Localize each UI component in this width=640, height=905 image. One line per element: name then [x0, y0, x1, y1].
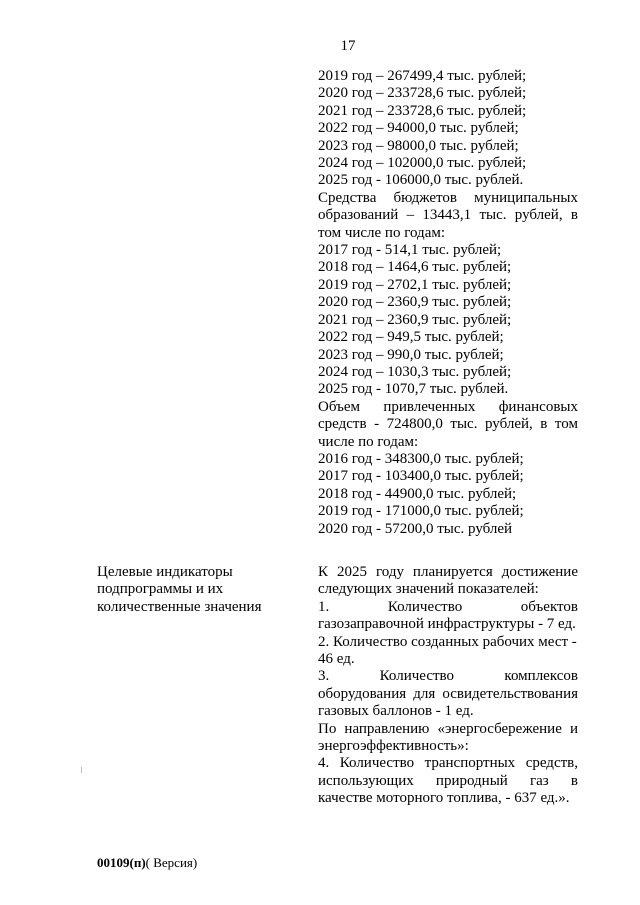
target-line: 3. Количество комплексов [318, 668, 578, 685]
text-line: 2020 год – 233728,6 тыс. рублей; [318, 85, 527, 102]
text-line: 2021 год – 2360,9 тыс. рублей; [318, 311, 512, 328]
text-line: 2025 год - 1070,7 тыс. рублей. [318, 381, 509, 398]
municipal-lines [318, 242, 578, 399]
funding-text-block [318, 68, 578, 538]
target-line: использующих природный газ в [318, 772, 578, 789]
text-line: 2023 год – 98000,0 тыс. рублей; [318, 137, 519, 154]
target-line: 1. Количество объектов [318, 598, 578, 615]
text-line: 2022 год – 949,5 тыс. рублей; [318, 329, 504, 346]
text-line: 2019 год – 267499,4 тыс. рублей; [318, 68, 527, 84]
target-line: 4. Количество транспортных средств, [318, 755, 578, 772]
text-line: 2017 год - 514,1 тыс. рублей; [318, 242, 502, 259]
target-line: 46 ед. [318, 651, 355, 668]
text-line: 2024 год – 102000,0 тыс. рублей; [318, 155, 527, 172]
text-line: том числе по годам: [318, 224, 446, 241]
text-line: 2020 год - 57200,0 тыс. рублей [318, 520, 513, 537]
target-line: следующих значений показателей: [318, 581, 539, 598]
text-line: Целевые индикаторы [97, 564, 233, 580]
text-line: 2018 год – 1464,6 тыс. рублей; [318, 259, 512, 276]
footer [97, 855, 197, 871]
target-line: К 2025 году планируется достижение [318, 564, 578, 580]
text-line: количественные значения [97, 598, 262, 615]
text-line: 2018 год - 44900,0 тыс. рублей; [318, 485, 517, 502]
attracted-intro [318, 399, 578, 451]
text-line: 2019 год – 2702,1 тыс. рублей; [318, 276, 512, 293]
text-line: подпрограммы и их [97, 581, 224, 598]
text-line: 2020 год – 2360,9 тыс. рублей; [318, 294, 512, 311]
targets-label [97, 564, 287, 616]
municipal-intro [318, 190, 578, 242]
target-line: качестве моторного топлива, - 637 ед.». [318, 790, 570, 807]
text-line: 2016 год - 348300,0 тыс. рублей; [318, 450, 524, 467]
page-number: 17 [340, 38, 356, 54]
footer-doc-id: 00109(п) [97, 855, 146, 870]
target-line: 2. Количество созданных рабочих мест - [318, 633, 577, 650]
footer-version: ( Версия) [145, 855, 198, 870]
text-line: Средства бюджетов муниципальных [318, 189, 578, 206]
text-line: средств - 724800,0 тыс. рублей, в том [318, 416, 578, 433]
funding-top-lines [318, 68, 578, 190]
targets-text-block [318, 564, 578, 808]
text-line: 2019 год - 171000,0 тыс. рублей; [318, 503, 524, 520]
text-line: образований – 13443,1 тыс. рублей, в [318, 207, 578, 224]
target-line: энергоэффективность»: [318, 738, 469, 755]
text-line: 2024 год – 1030,3 тыс. рублей; [318, 363, 512, 380]
target-line: По направлению «энергосбережение и [318, 720, 578, 737]
text-line: 2021 год – 233728,6 тыс. рублей; [318, 102, 527, 119]
text-line: 2017 год - 103400,0 тыс. рублей; [318, 468, 524, 485]
margin-mark [81, 767, 82, 773]
target-line: газовых баллонов - 1 ед. [318, 703, 474, 720]
text-line: 2023 год – 990,0 тыс. рублей; [318, 346, 504, 363]
text-line: числе по годам: [318, 433, 419, 450]
target-line: оборудования для освидетельствования [318, 685, 578, 702]
text-line: Объем привлеченных финансовых [318, 398, 578, 415]
attracted-lines [318, 451, 578, 538]
target-line: газозаправочной инфраструктуры - 7 ед. [318, 616, 576, 633]
text-line: 2025 год - 106000,0 тыс. рублей. [318, 172, 524, 189]
text-line: 2022 год – 94000,0 тыс. рублей; [318, 120, 519, 137]
